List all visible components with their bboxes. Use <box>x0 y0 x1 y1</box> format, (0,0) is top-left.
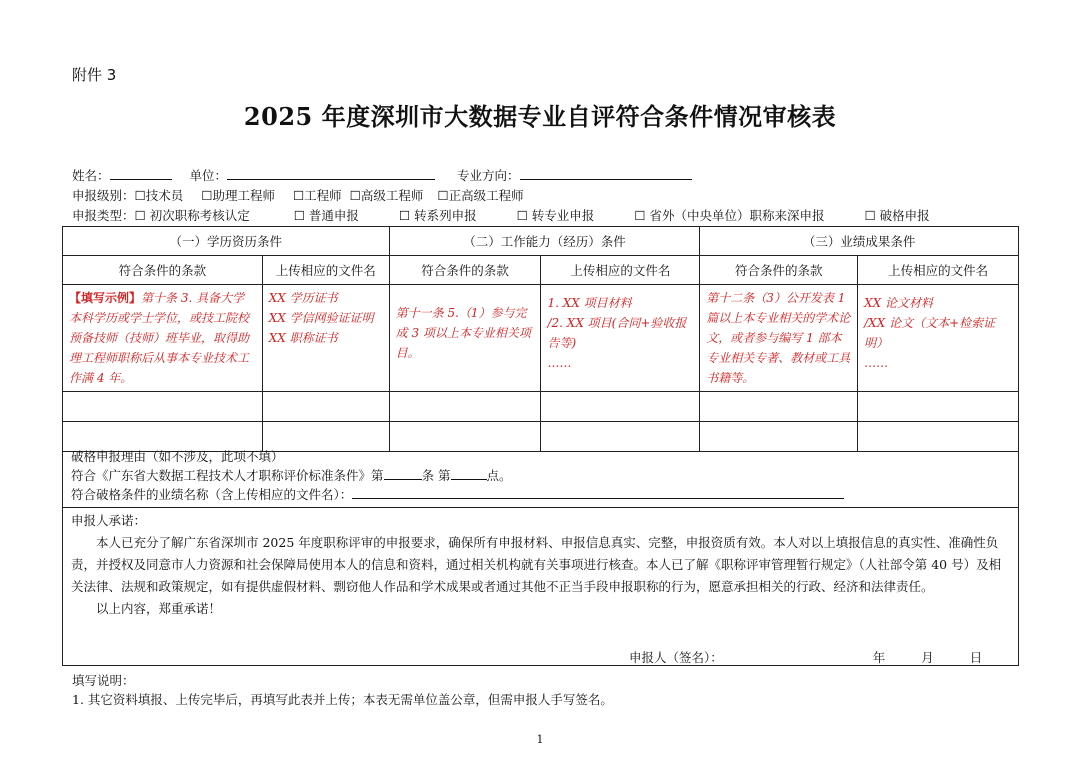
clause-number-field[interactable] <box>384 467 422 480</box>
level-option[interactable]: ☐工程师 <box>292 188 342 203</box>
file-cell[interactable] <box>262 392 389 422</box>
unit-field[interactable] <box>227 167 435 180</box>
basic-info-line <box>72 166 692 184</box>
page-number: 1 <box>536 733 544 746</box>
signature-label[interactable]: 申报人（签名）： <box>629 650 723 665</box>
example-clause-achievement[interactable]: 第十二条（3）公开发表 1 篇以上本专业相关的学术论文，或者参与编写 1 部本专业相关专著、教材或工具书籍等。 <box>700 285 858 392</box>
unit-label: 单位： <box>189 168 228 183</box>
column-header-clause: 符合条件的条款 <box>389 256 541 285</box>
example-file-achievement[interactable] <box>858 285 1019 392</box>
notes-item: 1. 其它资料填报、上传完毕后，再填写此表并上传；本表无需单位盖公章，但需申报人手写签名。 <box>72 692 613 707</box>
section-header-row <box>63 227 1019 256</box>
file-item: XX 学信网验证证明 <box>268 311 374 325</box>
file-item: …… <box>864 356 889 370</box>
name-field[interactable] <box>110 167 172 180</box>
clause-cell[interactable] <box>63 392 263 422</box>
name-label: 姓名： <box>72 168 110 183</box>
exception-section <box>62 444 1019 508</box>
date-month: 月 <box>921 650 934 665</box>
promise-heading: 申报人承诺： <box>71 513 147 528</box>
column-header-clause: 符合条件的条款 <box>63 256 263 285</box>
major-field[interactable] <box>520 167 692 180</box>
file-cell[interactable] <box>858 392 1019 422</box>
type-option[interactable]: ☐ 初次职称考核认定 <box>134 208 250 223</box>
example-tag: 【填写示例】 <box>69 291 142 305</box>
section-work-header: （二）工作能力（经历）条件 <box>389 227 700 256</box>
column-header-file: 上传相应的文件名 <box>541 256 700 285</box>
empty-entry-row <box>63 392 1019 422</box>
type-option[interactable]: ☐ 转系列申报 <box>398 208 477 223</box>
type-option[interactable]: ☐ 转专业申报 <box>516 208 595 223</box>
file-item: /XX 论文（文本+检索证明） <box>864 316 996 350</box>
file-item: …… <box>547 356 572 370</box>
fill-instructions <box>72 671 613 709</box>
example-file-education[interactable] <box>262 285 389 392</box>
exception-clause-line <box>71 466 1010 485</box>
file-item: /2. XX 项目(合同+验收报告等) <box>547 316 687 350</box>
exception-achievement-line <box>71 485 1010 504</box>
example-file-work[interactable] <box>541 285 700 392</box>
level-line <box>72 186 524 204</box>
column-header-row <box>63 256 1019 285</box>
exception-achievement-field[interactable] <box>352 486 844 499</box>
point-number-field[interactable] <box>451 467 487 480</box>
section-education-header: （一）学历资历条件 <box>63 227 390 256</box>
type-option[interactable]: ☐ 破格申报 <box>864 208 930 223</box>
type-option[interactable]: ☐ 普通申报 <box>293 208 359 223</box>
example-clause-text: 第十条 3. 具备大学本科学历或学士学位，或技工院校预备技师（技师）班毕业，取得助理工程师职称后从事本专业技术工作满 4 年。 <box>69 291 250 385</box>
promise-section <box>62 507 1019 666</box>
level-option[interactable]: ☐助理工程师 <box>201 188 275 203</box>
example-row <box>63 285 1019 392</box>
attachment-label: 附件 3 <box>72 66 117 84</box>
type-label: 申报类型： <box>72 208 135 223</box>
clause-cell[interactable] <box>700 392 858 422</box>
notes-heading: 填写说明： <box>72 673 135 688</box>
level-option[interactable]: ☐高级工程师 <box>349 188 424 203</box>
example-clause-work[interactable]: 第十一条 5.（1）参与完成 3 项以上本专业相关项目。 <box>389 285 541 392</box>
file-cell[interactable] <box>541 392 700 422</box>
column-header-clause: 符合条件的条款 <box>700 256 858 285</box>
exception-clause-text: 条 第 <box>421 468 451 483</box>
major-label: 专业方向： <box>457 168 520 183</box>
type-option[interactable]: ☐ 省外（中央单位）职称来深申报 <box>634 208 825 223</box>
file-item: XX 职称证书 <box>268 331 338 345</box>
date-year: 年 <box>872 650 886 665</box>
example-clause-education[interactable] <box>63 285 263 392</box>
column-header-file: 上传相应的文件名 <box>262 256 389 285</box>
date-day: 日 <box>969 650 983 665</box>
exception-clause-text: 点。 <box>486 468 512 483</box>
level-label: 申报级别： <box>72 188 135 203</box>
page-title: 2025 年度深圳市大数据专业自评符合条件情况审核表 <box>243 102 837 131</box>
exception-achievement-label: 符合破格条件的业绩名称（含上传相应的文件名）： <box>71 487 353 502</box>
level-option[interactable]: ☐技术员 <box>134 188 184 203</box>
level-option[interactable]: ☐正高级工程师 <box>437 188 524 203</box>
section-achievement-header: （三）业绩成果条件 <box>700 227 1019 256</box>
exception-clause-text: 符合《广东省大数据工程技术人才职称评价标准条件》第 <box>71 468 384 483</box>
exception-heading: 破格申报理由（如不涉及，此项不填） <box>71 449 284 464</box>
signature-line <box>629 647 1018 669</box>
file-item: 1. XX 项目材料 <box>547 296 632 310</box>
promise-closing: 以上内容，郑重承诺！ <box>96 601 222 616</box>
file-item: XX 论文材料 <box>864 296 934 310</box>
promise-body: 本人已充分了解广东省深圳市 2025 年度职称评审的申报要求，确保所有申报材料、申报信息真实、完整，申报资质有效。本人对以上填报信息的真实性、准确性负责，并授权及同意市人力资源和社会保障局使用本人的信息和资料，通过相关机构就有关事项进行核查。本人已了解《职称评审管理暂行规定》（人社部令第 40 号）及相关法律、法规和政策规定，如有提供虚假材料、剽窃他人作品和学术成果或者通过其他不正当手段申报职称的行为，愿意承担相关的行政、经济和法律责任。 <box>71 535 1002 594</box>
type-line <box>72 206 930 224</box>
clause-cell[interactable] <box>389 392 541 422</box>
conditions-table <box>62 226 1019 452</box>
column-header-file: 上传相应的文件名 <box>858 256 1019 285</box>
file-item: XX 学历证书 <box>268 291 338 305</box>
